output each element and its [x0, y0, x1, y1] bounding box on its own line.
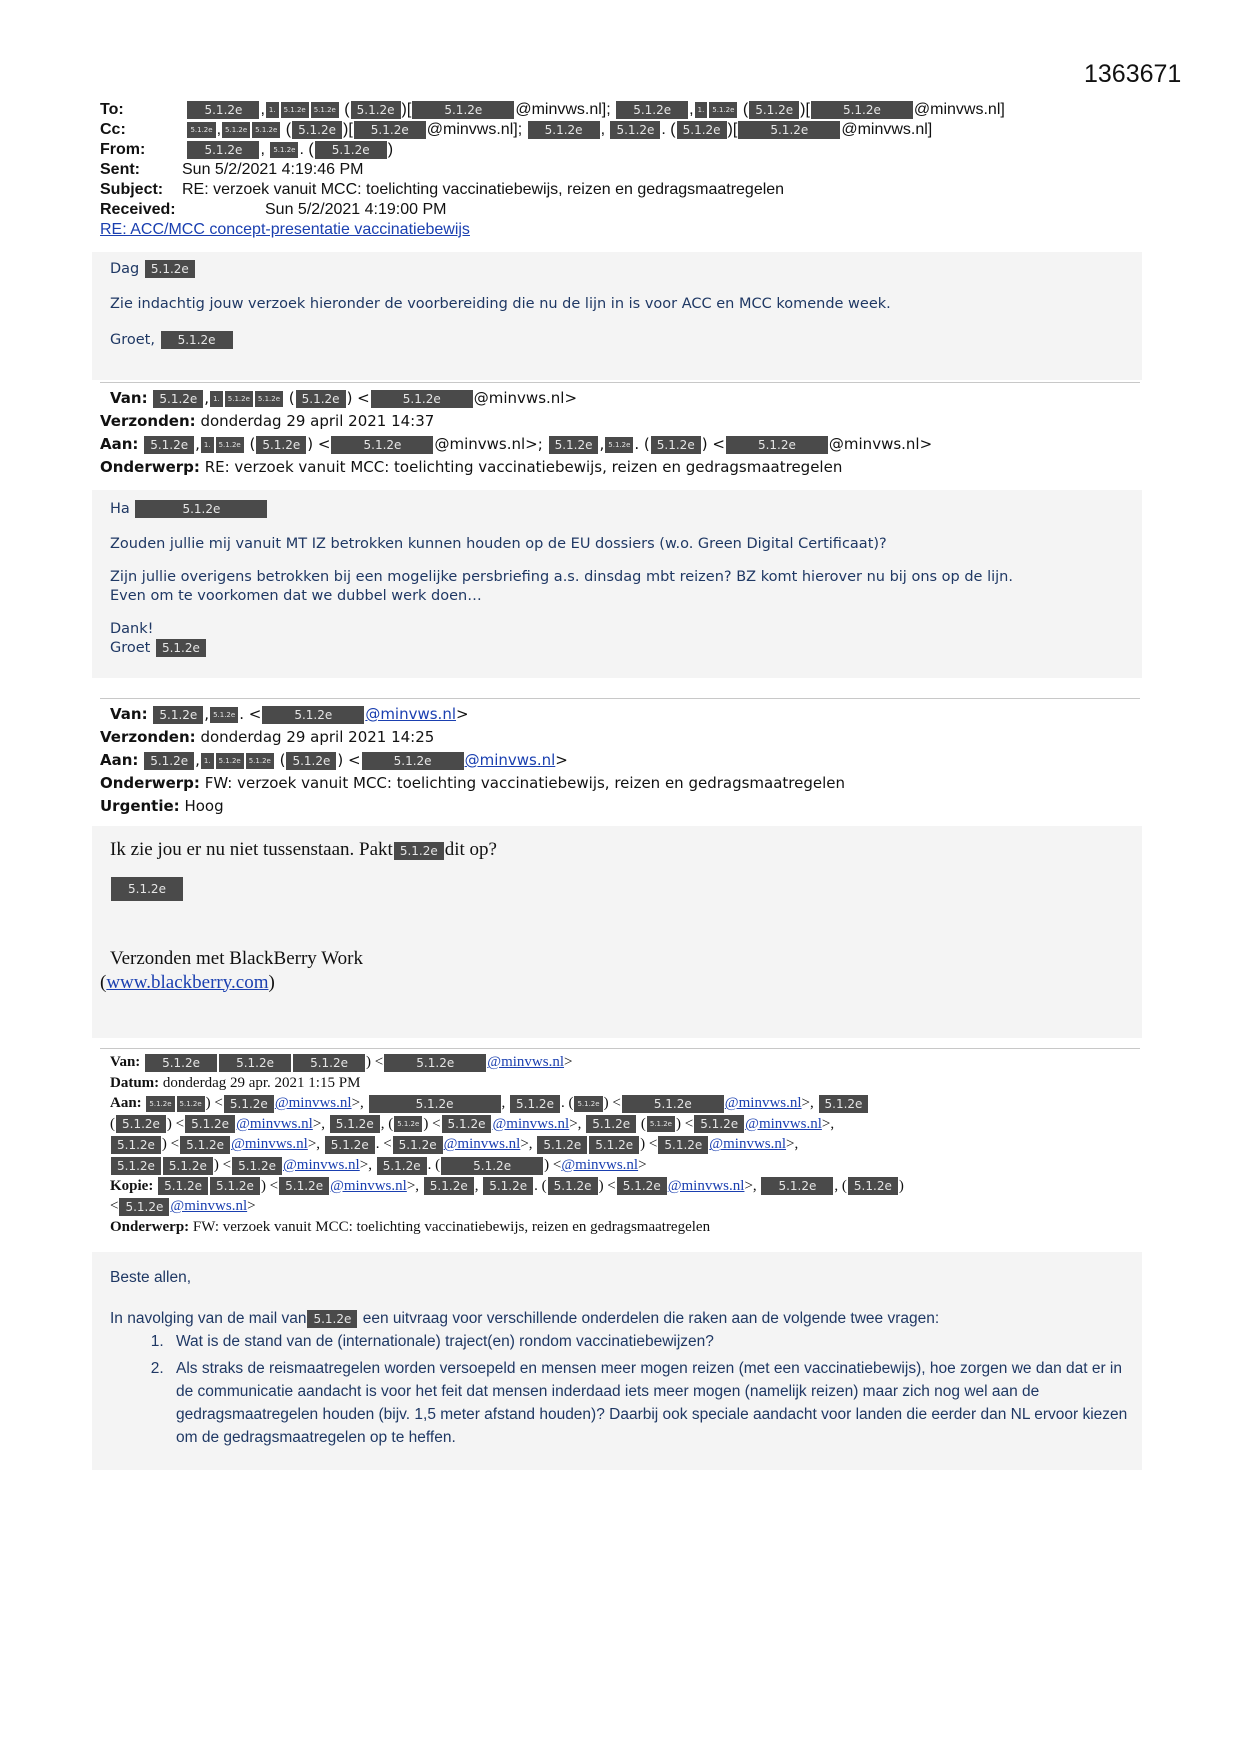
email-link[interactable]: @minvws.nl — [236, 1115, 313, 1132]
message-1-body — [110, 260, 1120, 350]
redaction: 5.1.2e — [225, 391, 253, 407]
redaction: 5.1.2e — [709, 102, 737, 118]
redaction: 5.1.2e — [255, 391, 283, 407]
closing: Groet, 5.1.2e — [110, 331, 1120, 350]
divider — [100, 1048, 1140, 1049]
redaction: 5.1.2e — [369, 1095, 501, 1113]
cc-domain-1: @minvws.nl]; — [426, 121, 523, 138]
aan-row: Aan: 5.1.2e , 1. 5.1.2e ( 5.1.2e ) < 5.1.2e @minvws.nl>; 5.1.2e , 5.1.2e . ( 5.1.2e ) < 5.1.2e @minvws.nl> — [100, 435, 933, 453]
redaction: 5.1.2e — [144, 752, 194, 770]
redaction: 5.1.2e — [256, 436, 306, 454]
thanks: Dank! — [110, 621, 154, 637]
redaction: 5.1.2e — [158, 1177, 208, 1195]
redaction: 5.1.2e — [738, 121, 840, 139]
redaction: 5.1.2e — [330, 1115, 380, 1133]
redaction: 5.1.2e — [270, 142, 298, 158]
message-2-p1: Zouden jullie mij vanuit MT IZ betrokken kunnen houden op de EU dossiers (w.o. Green Digital Certificaat)? — [110, 536, 887, 552]
email-link[interactable]: @minvws.nl — [487, 1054, 565, 1070]
email-link[interactable]: @minvws.nl — [724, 1095, 802, 1112]
redaction: 5.1.2e — [442, 1115, 492, 1133]
redaction: 5.1.2e — [441, 1157, 543, 1175]
email-link[interactable]: @minvws.nl — [231, 1136, 308, 1153]
redaction: 5.1.2e — [180, 1136, 230, 1154]
redaction: 5.1.2e — [185, 1115, 235, 1133]
question-list — [110, 1330, 1130, 1449]
message-3-meta — [100, 703, 1120, 818]
onderwerp-row: Onderwerp: RE: verzoek vanuit MCC: toelichting vaccinatiebewijs, reizen en gedragsmaatregelen — [100, 458, 843, 476]
email-link[interactable]: @minvws.nl — [464, 751, 556, 769]
email-link[interactable]: @minvws.nl — [667, 1177, 745, 1194]
redaction: 5.1.2e — [331, 436, 433, 454]
van-row: Van: 5.1.2e , 5.1.2e . < 5.1.2e @minvws.nl> — [110, 705, 469, 723]
subject-value: RE: verzoek vanuit MCC: toelichting vaccinatiebewijs, reizen en gedragsmaatregelen — [182, 181, 785, 198]
aan-row-4: 5.1.2e 5.1.2e ) < 5.1.2e @minvws.nl>, 5.1.2e . ( 5.1.2e ) <@minvws.nl> — [110, 1155, 1120, 1176]
related-message-link[interactable]: RE: ACC/MCC concept-presentatie vaccinatiebewijs — [100, 221, 470, 238]
onderwerp-row: Onderwerp: FW: verzoek vanuit MCC: toelichting vaccinatiebewijs, reizen en gedragsmaatregelen — [110, 1218, 711, 1235]
redaction: 1. — [695, 102, 708, 118]
divider — [100, 698, 1140, 699]
cc-row: Cc: 5.1.2e , 5.1.2e 5.1.2e ( 5.1.2e )[ 5.1.2e @minvws.nl]; 5.1.2e , 5.1.2e . ( 5.1.2e )[ 5.1.2e @minvws.nl] — [100, 121, 933, 138]
redaction: 5.1.2e — [111, 877, 183, 901]
redaction: 5.1.2e — [394, 842, 444, 860]
kopie-row: Kopie: 5.1.2e 5.1.2e ) < 5.1.2e @minvws.nl>, 5.1.2e , 5.1.2e . ( 5.1.2e ) < 5.1.2e @minvws.nl>, 5.1.2e , ( 5.1.2e ) — [110, 1177, 904, 1194]
email-link[interactable]: @minvws.nl — [745, 1115, 822, 1132]
redaction: 5.1.2e — [549, 436, 599, 454]
redaction: 5.1.2e — [325, 1136, 375, 1154]
from-row: From: 5.1.2e , 5.1.2e . ( 5.1.2e ) — [100, 141, 394, 158]
redaction: 5.1.2e — [651, 436, 701, 454]
redaction: 5.1.2e — [210, 1177, 260, 1195]
message-4-meta — [110, 1052, 1120, 1237]
redaction: 5.1.2e — [605, 437, 633, 453]
redaction: 5.1.2e — [424, 1177, 474, 1195]
redaction: 5.1.2e — [384, 1054, 486, 1072]
aan-row: Aan: 5.1.2e , 1. 5.1.2e 5.1.2e ( 5.1.2e ) < 5.1.2e @minvws.nl> — [100, 751, 568, 769]
message-4-body — [110, 1266, 1130, 1453]
redaction: 5.1.2e — [483, 1177, 533, 1195]
email-link[interactable]: @minvws.nl — [709, 1136, 787, 1153]
redaction: 5.1.2e — [216, 437, 244, 453]
redaction: 5.1.2e — [293, 1054, 365, 1072]
van-row: Van: 5.1.2e , 1. 5.1.2e 5.1.2e ( 5.1.2e ) < 5.1.2e @minvws.nl> — [110, 389, 578, 407]
verzonden-row: Verzonden: donderdag 29 april 2021 14:25 — [100, 728, 435, 746]
redaction: 5.1.2e — [153, 706, 203, 724]
email-link[interactable]: @minvws.nl — [274, 1095, 352, 1112]
redaction: 5.1.2e — [216, 753, 244, 769]
redaction: 5.1.2e — [811, 101, 913, 119]
subject-row — [100, 180, 1140, 200]
message-1-text: Zie indachtig jouw verzoek hieronder de voorbereiding die nu de lijn in is voor ACC en MCC komende week. — [110, 296, 891, 312]
related-row — [100, 220, 1140, 240]
signature-link-row: (www.blackberry.com) — [100, 971, 275, 993]
redaction: 5.1.2e — [749, 101, 799, 119]
redaction: 5.1.2e — [135, 500, 267, 518]
redaction: 5.1.2e — [252, 122, 280, 138]
redaction: 1. — [201, 437, 214, 453]
cc-label: Cc: — [100, 121, 126, 138]
urgentie-row: Urgentie: Hoog — [100, 797, 224, 815]
redaction: 5.1.2e — [412, 101, 514, 119]
divider — [100, 382, 1140, 383]
redaction: 5.1.2e — [528, 121, 600, 139]
redaction: 5.1.2e — [279, 1177, 329, 1195]
sent-value: Sun 5/2/2021 4:19:46 PM — [182, 161, 364, 178]
aan-row-1: Aan: 5.1.2e 5.1.2e ) < 5.1.2e @minvws.nl>, 5.1.2e , 5.1.2e . ( 5.1.2e ) < 5.1.2e @minvws.nl>, 5.1.2e — [110, 1093, 1120, 1114]
kopie-row-2: < 5.1.2e @minvws.nl> — [110, 1198, 256, 1215]
email-link[interactable]: @minvws.nl — [330, 1177, 407, 1194]
sent-label: Sent: — [100, 161, 140, 178]
redaction: 5.1.2e — [145, 1054, 217, 1072]
redaction: 5.1.2e — [311, 102, 339, 118]
email-link[interactable]: @minvws.nl — [365, 705, 457, 723]
document-id: 1363671 — [1084, 60, 1182, 88]
to-row: To: 5.1.2e , 1. 5.1.2e 5.1.2e ( 5.1.2e )[ 5.1.2e @minvws.nl]; 5.1.2e , 1. 5.1.2e ( 5.1.2e )[ 5.1.2e @minvws.nl] — [100, 101, 1005, 118]
closing: Groet 5.1.2e — [110, 639, 1120, 658]
signature-line: Verzonden met BlackBerry Work — [110, 947, 363, 969]
email-header — [100, 100, 1140, 240]
redaction: 5.1.2e — [219, 1054, 291, 1072]
redaction: 5.1.2e — [394, 1116, 422, 1132]
redaction: 5.1.2e — [111, 1157, 161, 1175]
to-domain-2: @minvws.nl] — [913, 101, 1005, 118]
redaction: 5.1.2e — [351, 101, 401, 119]
redaction: 5.1.2e — [315, 141, 387, 159]
email-link[interactable]: @minvws.nl — [561, 1156, 639, 1173]
redaction: 5.1.2e — [286, 752, 336, 770]
message-3-body — [100, 838, 1120, 995]
redaction: 5.1.2e — [222, 122, 250, 138]
redaction: 5.1.2e — [622, 1095, 724, 1113]
signature-redaction — [110, 876, 1120, 901]
greeting: Ha 5.1.2e — [110, 500, 1120, 519]
redaction: 5.1.2e — [537, 1136, 587, 1154]
redaction: 5.1.2e — [610, 121, 660, 139]
redaction: 5.1.2e — [658, 1136, 708, 1154]
redaction: 5.1.2e — [548, 1177, 598, 1195]
verzonden-row: Verzonden: donderdag 29 april 2021 14:37 — [100, 412, 435, 430]
message-2-p2b: Even om te voorkomen dat we dubbel werk doen… — [110, 588, 482, 604]
blackberry-link[interactable]: www.blackberry.com — [106, 971, 269, 993]
van-row: Van: 5.1.2e 5.1.2e 5.1.2e ) < 5.1.2e @minvws.nl> — [110, 1054, 573, 1070]
email-link[interactable]: @minvws.nl — [443, 1136, 521, 1153]
redaction: 5.1.2e — [371, 390, 473, 408]
question-2: 2. Als straks de reismaatregelen worden versoepeld en mensen meer mogen reizen (met een vaccinatiebewijs), hoe zorgen we dan dat er in de communicatie aandacht is voor het feit dat mensen inderdaad iets meer mogen (namelijk reizen) maar zich nog wel aan de gedragsmaatregelen houden (bijv. 1,5 meter afstand houden)? Daarbij ook speciale aandacht voor landen die eerder dan NL ervoor kiezen om de gedragsmaatregelen op te heffen. — [168, 1357, 1130, 1449]
redaction: 5.1.2e — [761, 1177, 833, 1195]
to-domain-1: @minvws.nl]; — [515, 101, 611, 118]
redaction: 5.1.2e — [694, 1115, 744, 1133]
redaction: 5.1.2e — [116, 1115, 166, 1133]
redaction: 5.1.2e — [187, 122, 215, 138]
redaction: 5.1.2e — [819, 1095, 869, 1113]
message-2-p2a: Zijn jullie overigens betrokken bij een mogelijke persbriefing a.s. dinsdag mbt reizen? BZ komt hierover nu bij ons op de lijn. — [110, 569, 1013, 585]
redaction: 5.1.2e — [246, 753, 274, 769]
redaction: 5.1.2e — [617, 1177, 667, 1195]
message-2-body — [110, 500, 1120, 658]
redaction: 5.1.2e — [647, 1116, 675, 1132]
redaction: 5.1.2e — [292, 121, 342, 139]
redaction: 5.1.2e — [145, 260, 195, 278]
redaction: 5.1.2e — [586, 1115, 636, 1133]
cc-domain-2: @minvws.nl] — [841, 121, 933, 138]
email-link[interactable]: @minvws.nl — [170, 1198, 248, 1215]
redaction: 5.1.2e — [161, 331, 233, 349]
subject-label: Subject: — [100, 181, 164, 198]
redaction: 5.1.2e — [153, 390, 203, 408]
message-2-meta — [100, 387, 1120, 479]
redaction: 5.1.2e — [377, 1157, 427, 1175]
redaction: 5.1.2e — [574, 1096, 602, 1112]
redaction: 5.1.2e — [510, 1095, 560, 1113]
email-link[interactable]: @minvws.nl — [282, 1156, 360, 1173]
redaction: 1. — [210, 391, 223, 407]
redaction: 5.1.2e — [187, 141, 259, 159]
redaction: 5.1.2e — [144, 436, 194, 454]
redaction: 5.1.2e — [156, 639, 206, 657]
redaction: 5.1.2e — [354, 121, 426, 139]
redaction: 5.1.2e — [393, 1136, 443, 1154]
redaction: 1. — [201, 753, 214, 769]
redaction: 1. — [266, 102, 279, 118]
intro: In navolging van de mail van 5.1.2e een uitvraag voor verschillende onderdelen die raken aan de volgende twee vragen: — [110, 1310, 940, 1327]
redaction: 5.1.2e — [177, 1096, 205, 1112]
message-3-line: Ik zie jou er nu niet tussenstaan. Pakt 5.1.2e dit op? — [110, 839, 497, 860]
redaction: 5.1.2e — [726, 436, 828, 454]
received-label: Received: — [100, 201, 176, 218]
question-1: 1. Wat is de stand van de (internationale) traject(en) rondom vaccinatiebewijzen? — [168, 1330, 1130, 1353]
redaction: 5.1.2e — [281, 102, 309, 118]
redaction: 5.1.2e — [163, 1157, 213, 1175]
redaction: 5.1.2e — [296, 390, 346, 408]
to-label: To: — [100, 101, 124, 118]
aan-row-2: ( 5.1.2e ) < 5.1.2e @minvws.nl>, 5.1.2e , ( 5.1.2e ) < 5.1.2e @minvws.nl>, 5.1.2e ( 5.1.2e ) < 5.1.2e @minvws.nl>, — [110, 1115, 835, 1132]
redaction: 5.1.2e — [848, 1177, 898, 1195]
sent-row — [100, 160, 1140, 180]
datum-row: Datum: donderdag 29 apr. 2021 1:15 PM — [110, 1074, 361, 1091]
redaction: 5.1.2e — [146, 1096, 174, 1112]
from-label: From: — [100, 141, 146, 158]
redaction: 5.1.2e — [224, 1095, 274, 1113]
redaction: 5.1.2e — [362, 752, 464, 770]
received-row — [100, 200, 1140, 220]
redaction: 5.1.2e — [111, 1136, 161, 1154]
aan-row-3: 5.1.2e ) < 5.1.2e @minvws.nl>, 5.1.2e . < 5.1.2e @minvws.nl>, 5.1.2e 5.1.2e ) < 5.1.2e @minvws.nl>, — [110, 1134, 1120, 1155]
redaction: 5.1.2e — [119, 1198, 169, 1216]
greeting: Beste allen, — [110, 1269, 191, 1286]
greeting: Dag 5.1.2e — [110, 260, 1120, 279]
redaction: 5.1.2e — [187, 101, 259, 119]
redaction: 5.1.2e — [616, 101, 688, 119]
email-link[interactable]: @minvws.nl — [492, 1115, 570, 1132]
redaction: 5.1.2e — [307, 1310, 357, 1328]
received-value: Sun 5/2/2021 4:19:00 PM — [265, 201, 447, 218]
redaction: 5.1.2e — [232, 1157, 282, 1175]
redaction: 5.1.2e — [210, 707, 238, 723]
redaction: 5.1.2e — [262, 706, 364, 724]
redaction: 5.1.2e — [677, 121, 727, 139]
redaction: 5.1.2e — [589, 1136, 639, 1154]
onderwerp-row: Onderwerp: FW: verzoek vanuit MCC: toelichting vaccinatiebewijs, reizen en gedragsmaatregelen — [100, 774, 846, 792]
